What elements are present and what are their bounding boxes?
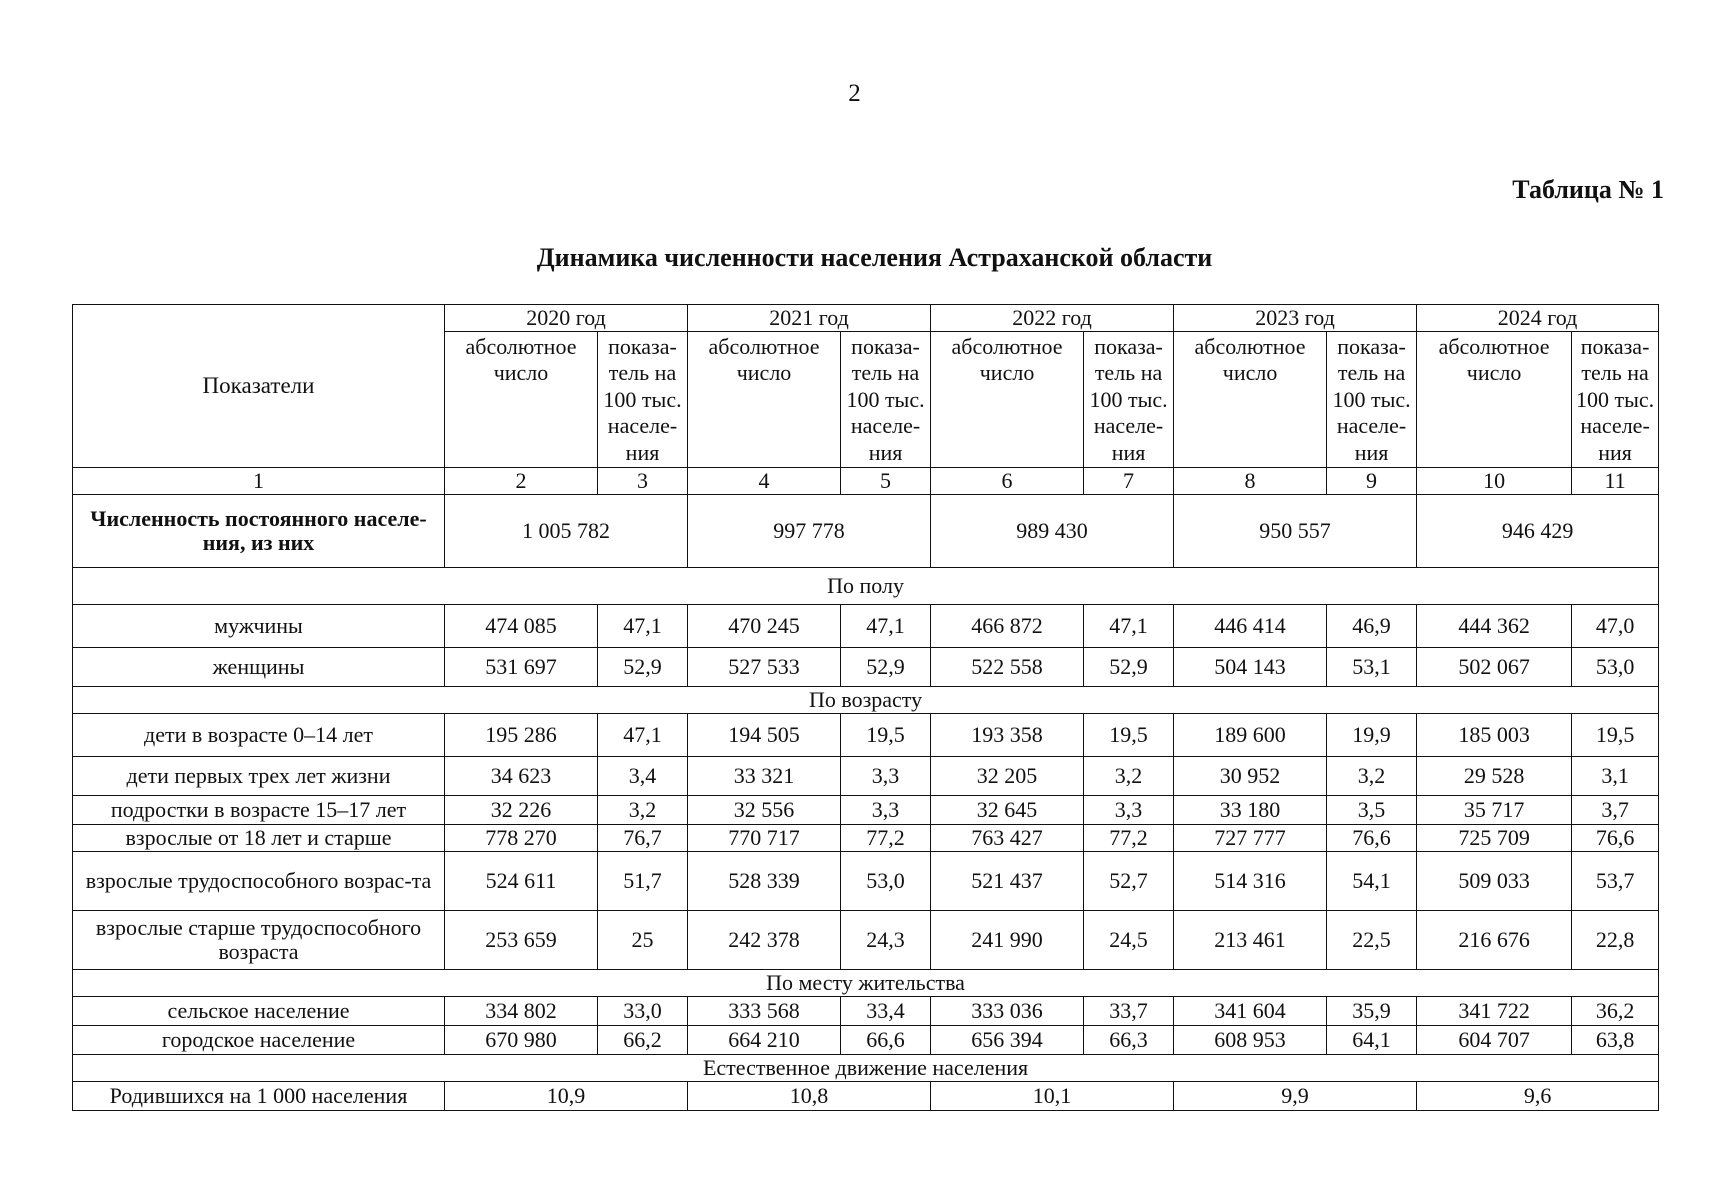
table-row <box>73 1082 1659 1111</box>
rate-value: 3,7 <box>1572 796 1659 825</box>
abs-value: 242 378 <box>688 911 841 970</box>
abs-value: 778 270 <box>445 825 598 852</box>
rate-value: 47,1 <box>841 605 931 648</box>
rate-value: 3,3 <box>841 796 931 825</box>
row-label: женщины <box>73 648 445 687</box>
rate-value: 3,5 <box>1327 796 1417 825</box>
abs-number-header: абсолютное число <box>688 332 841 468</box>
abs-value: 444 362 <box>1417 605 1572 648</box>
rate-value: 24,3 <box>841 911 931 970</box>
table-number: Таблица № 1 <box>1512 175 1664 204</box>
rate-value: 76,6 <box>1327 825 1417 852</box>
rate-value: 47,0 <box>1572 605 1659 648</box>
abs-number-header: абсолютное число <box>1174 332 1327 468</box>
abs-value: 608 953 <box>1174 1026 1327 1055</box>
rate-value: 3,1 <box>1572 757 1659 796</box>
rate-value: 52,9 <box>1084 648 1174 687</box>
rate-value: 33,7 <box>1084 997 1174 1026</box>
section-header: По возрасту <box>73 687 1659 714</box>
abs-value: 446 414 <box>1174 605 1327 648</box>
rate-value: 51,7 <box>598 852 688 911</box>
abs-value: 333 568 <box>688 997 841 1026</box>
year-header: 2021 год <box>688 305 931 332</box>
row-label: дети первых трех лет жизни <box>73 757 445 796</box>
abs-value: 664 210 <box>688 1026 841 1055</box>
column-number: 11 <box>1572 468 1659 495</box>
rate-value: 53,7 <box>1572 852 1659 911</box>
row-label: дети в возрасте 0–14 лет <box>73 714 445 757</box>
abs-value: 185 003 <box>1417 714 1572 757</box>
abs-value: 528 339 <box>688 852 841 911</box>
abs-value: 656 394 <box>931 1026 1084 1055</box>
rate-value: 66,2 <box>598 1026 688 1055</box>
year-header: 2024 год <box>1417 305 1659 332</box>
abs-value: 522 558 <box>931 648 1084 687</box>
abs-value: 521 437 <box>931 852 1084 911</box>
rate-value: 19,5 <box>841 714 931 757</box>
abs-number-header: абсолютное число <box>931 332 1084 468</box>
rate-value: 77,2 <box>1084 825 1174 852</box>
table-row <box>73 796 1659 825</box>
table-title: Динамика численности населения Астраханской области <box>536 243 1213 272</box>
rate-value: 3,2 <box>598 796 688 825</box>
rate-value: 53,0 <box>1572 648 1659 687</box>
rate-value: 19,5 <box>1084 714 1174 757</box>
abs-value: 30 952 <box>1174 757 1327 796</box>
births-value: 10,8 <box>688 1082 931 1111</box>
rate-value: 52,9 <box>841 648 931 687</box>
row-label: мужчины <box>73 605 445 648</box>
abs-value: 770 717 <box>688 825 841 852</box>
column-number: 2 <box>445 468 598 495</box>
abs-value: 32 556 <box>688 796 841 825</box>
abs-value: 514 316 <box>1174 852 1327 911</box>
rate-value: 64,1 <box>1327 1026 1417 1055</box>
row-label: взрослые трудоспособного возрас-та <box>73 852 445 911</box>
abs-value: 32 645 <box>931 796 1084 825</box>
abs-value: 33 321 <box>688 757 841 796</box>
rate-value: 53,1 <box>1327 648 1417 687</box>
rate-value: 22,8 <box>1572 911 1659 970</box>
abs-value: 241 990 <box>931 911 1084 970</box>
total-value: 997 778 <box>688 495 931 568</box>
row-label: городское население <box>73 1026 445 1055</box>
rate-per-100k-header: показа-тель на 100 тыс. населе-ния <box>598 332 688 468</box>
rate-value: 25 <box>598 911 688 970</box>
column-number: 10 <box>1417 468 1572 495</box>
abs-value: 195 286 <box>445 714 598 757</box>
births-value: 9,9 <box>1174 1082 1417 1111</box>
births-value: 10,1 <box>931 1082 1174 1111</box>
rate-per-100k-header: показа-тель на 100 тыс. населе-ния <box>841 332 931 468</box>
row-label: Родившихся на 1 000 населения <box>73 1082 445 1111</box>
row-label: взрослые старше трудоспособного возраста <box>73 911 445 970</box>
abs-value: 725 709 <box>1417 825 1572 852</box>
abs-value: 194 505 <box>688 714 841 757</box>
abs-value: 334 802 <box>445 997 598 1026</box>
rate-value: 3,4 <box>598 757 688 796</box>
abs-value: 253 659 <box>445 911 598 970</box>
rate-value: 3,3 <box>1084 796 1174 825</box>
total-value: 1 005 782 <box>445 495 688 568</box>
total-label: Численность постоянного населе-ния, из них <box>73 495 445 568</box>
row-label: взрослые от 18 лет и старше <box>73 825 445 852</box>
rate-value: 36,2 <box>1572 997 1659 1026</box>
abs-value: 213 461 <box>1174 911 1327 970</box>
abs-value: 341 604 <box>1174 997 1327 1026</box>
abs-value: 504 143 <box>1174 648 1327 687</box>
rate-per-100k-header: показа-тель на 100 тыс. населе-ния <box>1327 332 1417 468</box>
rate-value: 46,9 <box>1327 605 1417 648</box>
column-number: 1 <box>73 468 445 495</box>
rate-value: 35,9 <box>1327 997 1417 1026</box>
abs-value: 333 036 <box>931 997 1084 1026</box>
abs-value: 33 180 <box>1174 796 1327 825</box>
rate-value: 33,0 <box>598 997 688 1026</box>
section-header: Естественное движение населения <box>73 1055 1659 1082</box>
table-row <box>73 714 1659 757</box>
rate-per-100k-header: показа-тель на 100 тыс. населе-ния <box>1084 332 1174 468</box>
rate-value: 3,3 <box>841 757 931 796</box>
rate-value: 63,8 <box>1572 1026 1659 1055</box>
table-row <box>73 648 1659 687</box>
rate-value: 77,2 <box>841 825 931 852</box>
year-header: 2020 год <box>445 305 688 332</box>
abs-value: 193 358 <box>931 714 1084 757</box>
rate-value: 66,3 <box>1084 1026 1174 1055</box>
rate-per-100k-header: показа-тель на 100 тыс. населе-ния <box>1572 332 1659 468</box>
table-row <box>73 997 1659 1026</box>
abs-value: 527 533 <box>688 648 841 687</box>
abs-value: 34 623 <box>445 757 598 796</box>
column-number: 9 <box>1327 468 1417 495</box>
indicators-header: Показатели <box>73 305 445 468</box>
abs-value: 35 717 <box>1417 796 1572 825</box>
rate-value: 52,7 <box>1084 852 1174 911</box>
abs-value: 216 676 <box>1417 911 1572 970</box>
abs-value: 509 033 <box>1417 852 1572 911</box>
rate-value: 47,1 <box>1084 605 1174 648</box>
abs-value: 670 980 <box>445 1026 598 1055</box>
abs-value: 604 707 <box>1417 1026 1572 1055</box>
abs-value: 763 427 <box>931 825 1084 852</box>
rate-value: 76,7 <box>598 825 688 852</box>
rate-value: 53,0 <box>841 852 931 911</box>
table-row <box>73 825 1659 852</box>
rate-value: 47,1 <box>598 605 688 648</box>
table-row <box>73 605 1659 648</box>
rate-value: 19,9 <box>1327 714 1417 757</box>
section-header: По месту жительства <box>73 970 1659 997</box>
column-number: 5 <box>841 468 931 495</box>
abs-value: 189 600 <box>1174 714 1327 757</box>
abs-value: 341 722 <box>1417 997 1572 1026</box>
column-number: 4 <box>688 468 841 495</box>
column-number: 3 <box>598 468 688 495</box>
rate-value: 76,6 <box>1572 825 1659 852</box>
row-label: сельское население <box>73 997 445 1026</box>
rate-value: 24,5 <box>1084 911 1174 970</box>
row-label: подростки в возрасте 15–17 лет <box>73 796 445 825</box>
abs-value: 502 067 <box>1417 648 1572 687</box>
rate-value: 3,2 <box>1084 757 1174 796</box>
abs-value: 524 611 <box>445 852 598 911</box>
total-value: 946 429 <box>1417 495 1659 568</box>
abs-value: 531 697 <box>445 648 598 687</box>
rate-value: 52,9 <box>598 648 688 687</box>
table-row <box>73 757 1659 796</box>
year-header: 2022 год <box>931 305 1174 332</box>
column-number: 7 <box>1084 468 1174 495</box>
rate-value: 3,2 <box>1327 757 1417 796</box>
year-header: 2023 год <box>1174 305 1417 332</box>
abs-number-header: абсолютное число <box>1417 332 1572 468</box>
page-number: 2 <box>848 80 861 107</box>
rate-value: 54,1 <box>1327 852 1417 911</box>
section-header: По полу <box>73 568 1659 605</box>
table-row <box>73 911 1659 970</box>
abs-number-header: абсолютное число <box>445 332 598 468</box>
births-value: 9,6 <box>1417 1082 1659 1111</box>
rate-value: 19,5 <box>1572 714 1659 757</box>
abs-value: 29 528 <box>1417 757 1572 796</box>
abs-value: 474 085 <box>445 605 598 648</box>
column-number: 6 <box>931 468 1084 495</box>
abs-value: 32 226 <box>445 796 598 825</box>
table-row <box>73 852 1659 911</box>
rate-value: 66,6 <box>841 1026 931 1055</box>
total-value: 989 430 <box>931 495 1174 568</box>
total-value: 950 557 <box>1174 495 1417 568</box>
rate-value: 47,1 <box>598 714 688 757</box>
rate-value: 33,4 <box>841 997 931 1026</box>
rate-value: 22,5 <box>1327 911 1417 970</box>
population-table <box>72 304 1659 1111</box>
abs-value: 32 205 <box>931 757 1084 796</box>
abs-value: 727 777 <box>1174 825 1327 852</box>
column-number: 8 <box>1174 468 1327 495</box>
table-row <box>73 1026 1659 1055</box>
abs-value: 466 872 <box>931 605 1084 648</box>
abs-value: 470 245 <box>688 605 841 648</box>
births-value: 10,9 <box>445 1082 688 1111</box>
